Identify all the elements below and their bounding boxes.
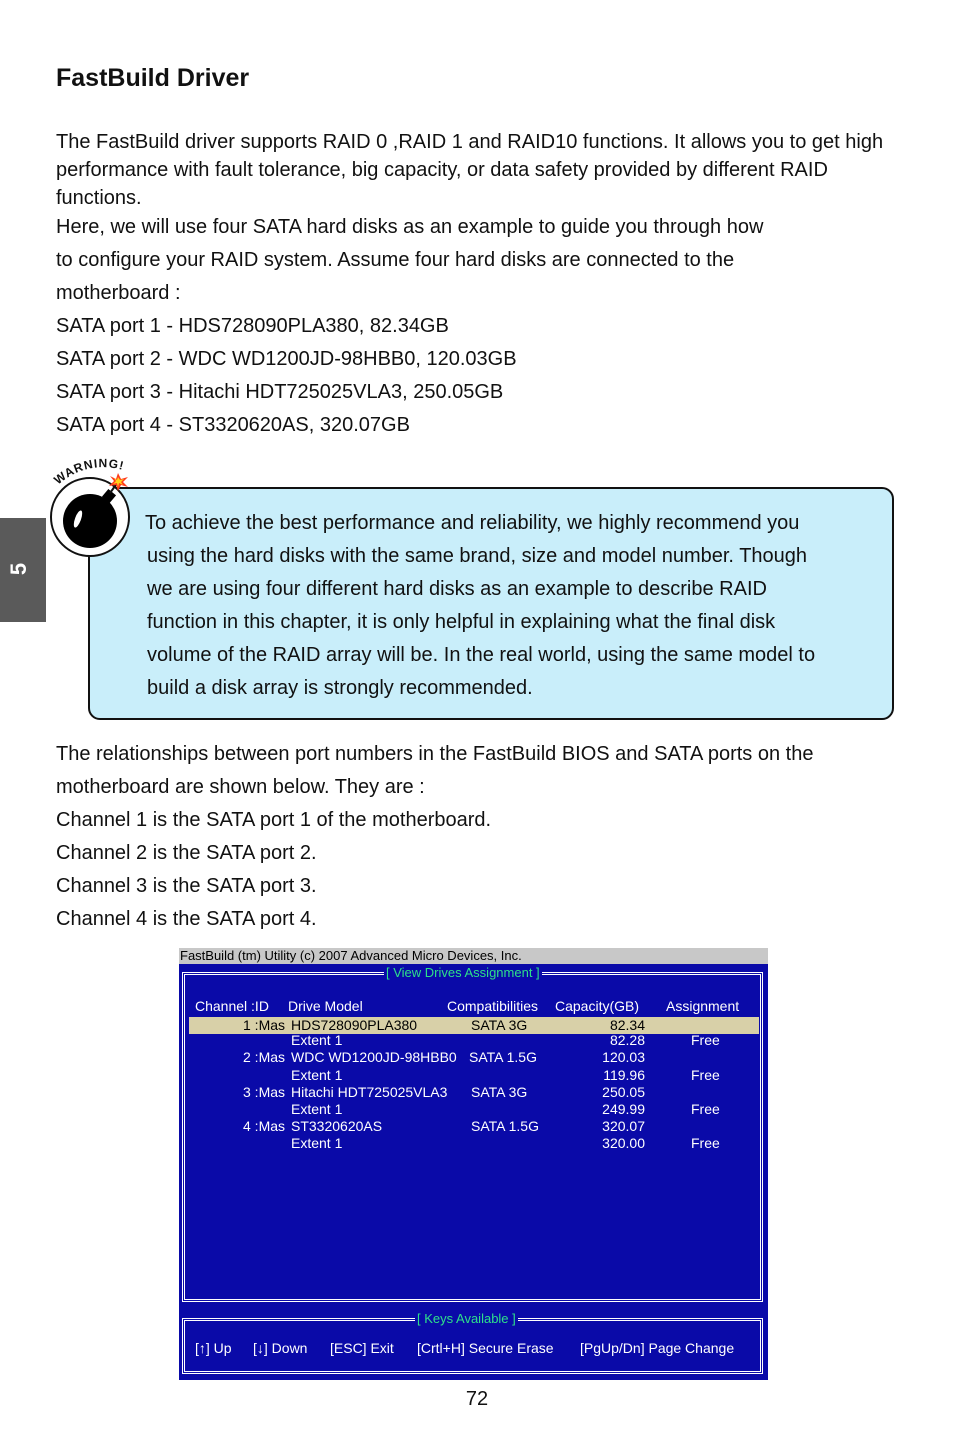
row-model[interactable]: ST3320620AS	[291, 1118, 383, 1134]
sata-port-4-line: SATA port 4 - ST3320620AS, 320.07GB	[56, 414, 410, 436]
bios-header: FastBuild (tm) Utility (c) 2007 Advanced Micro Devices, Inc.	[179, 948, 768, 964]
bios-screen	[179, 948, 768, 1380]
row-assignment[interactable]: Free	[691, 1032, 720, 1048]
row-id[interactable]: 3 :Mas	[243, 1084, 286, 1100]
channel-4-line: Channel 4 is the SATA port 4.	[56, 908, 317, 930]
channel-line: The relationships between port numbers in the FastBuild BIOS and SATA ports on the	[56, 743, 814, 765]
row-id[interactable]: 4 :Mas	[243, 1118, 286, 1134]
warning-line: using the hard disks with the same brand, size and model number. Though	[147, 545, 808, 567]
row-assignment[interactable]: Free	[691, 1135, 720, 1151]
warning-line: function in this chapter, it is only helpful in explaining what the final disk	[147, 611, 776, 633]
warning-line: we are using four different hard disks as an example to describe RAID	[147, 578, 767, 600]
key-up[interactable]: [↑] Up	[195, 1340, 232, 1356]
page-title: FastBuild Driver	[56, 64, 250, 92]
row-compat[interactable]: SATA 3G	[471, 1084, 528, 1100]
warning-line: volume of the RAID array will be. In the real world, using the same model to	[147, 644, 816, 666]
page-number: 72	[465, 1388, 489, 1410]
row-assignment[interactable]: Free	[691, 1101, 720, 1117]
row-model[interactable]: Extent 1	[291, 1101, 343, 1117]
key-page-change[interactable]: [PgUp/Dn] Page Change	[580, 1340, 735, 1356]
example-line: to configure your RAID system. Assume four hard disks are connected to the	[56, 249, 735, 271]
row-assignment[interactable]: Free	[691, 1067, 720, 1083]
example-line: Here, we will use four SATA hard disks as an example to guide you through how	[56, 216, 764, 238]
chapter-number: 5	[6, 562, 32, 576]
example-line: motherboard :	[56, 282, 181, 304]
row-capacity[interactable]: 249.99	[602, 1101, 645, 1117]
row-model[interactable]: Extent 1	[291, 1135, 343, 1151]
col-capacity: Capacity(GB)	[555, 998, 640, 1014]
warning-bomb-icon	[50, 455, 145, 560]
view-drives-title: [ View Drives Assignment ]	[386, 965, 540, 980]
key-exit[interactable]: [ESC] Exit	[330, 1340, 394, 1356]
key-secure-erase[interactable]: [Crtl+H] Secure Erase	[417, 1340, 554, 1356]
warning-line: build a disk array is strongly recommended.	[147, 677, 533, 699]
row-capacity[interactable]: 320.00	[602, 1135, 645, 1151]
channel-1-line: Channel 1 is the SATA port 1 of the motherboard.	[56, 809, 492, 831]
col-drive-model: Drive Model	[288, 998, 363, 1014]
sata-port-2-line: SATA port 2 - WDC WD1200JD-98HBB0, 120.03GB	[56, 348, 517, 370]
row-model[interactable]: Hitachi HDT725025VLA3	[291, 1084, 448, 1100]
row-capacity[interactable]: 82.28	[609, 1032, 645, 1048]
row-model[interactable]: Extent 1	[291, 1032, 343, 1048]
col-assignment: Assignment	[666, 998, 740, 1014]
row-model[interactable]: Extent 1	[291, 1067, 343, 1083]
intro-paragraph: The FastBuild driver supports RAID 0 ,RAID 1 and RAID10 functions. It allows you to get high performance with fault tolerance, big capacity, or data safety provided by different RAID functions.	[56, 131, 884, 209]
keys-title: [ Keys Available ]	[417, 1311, 516, 1326]
channel-2-line: Channel 2 is the SATA port 2.	[56, 842, 317, 864]
warning-badge-text: WARNING!	[51, 456, 126, 488]
row-capacity[interactable]: 120.03	[602, 1049, 645, 1065]
col-channel-id: Channel :ID	[195, 998, 269, 1014]
row-capacity[interactable]: 82.34	[609, 1017, 645, 1033]
row-compat[interactable]: SATA 1.5G	[471, 1118, 539, 1134]
row-capacity[interactable]: 119.96	[603, 1067, 645, 1083]
sata-port-1-line: SATA port 1 - HDS728090PLA380, 82.34GB	[56, 315, 449, 337]
row-capacity[interactable]: 320.07	[602, 1118, 645, 1134]
row-id[interactable]: 2 :Mas	[243, 1049, 286, 1065]
chapter-tab	[0, 518, 46, 622]
col-compat: Compatibilities	[447, 998, 539, 1014]
warning-line: To achieve the best performance and reliability, we highly recommend you	[145, 512, 800, 534]
row-model[interactable]: HDS728090PLA380	[291, 1017, 418, 1033]
row-capacity[interactable]: 250.05	[602, 1084, 645, 1100]
row-id[interactable]: 1 :Mas	[243, 1017, 286, 1033]
row-compat[interactable]: SATA 3G	[471, 1017, 528, 1033]
warning-text	[147, 507, 892, 705]
sata-port-3-line: SATA port 3 - Hitachi HDT725025VLA3, 250.05GB	[56, 381, 504, 403]
channel-3-line: Channel 3 is the SATA port 3.	[56, 875, 317, 897]
key-down[interactable]: [↓] Down	[253, 1340, 308, 1356]
channel-line: motherboard are shown below. They are :	[56, 776, 425, 798]
row-compat[interactable]: SATA 1.5G	[469, 1049, 537, 1065]
row-model[interactable]: WDC WD1200JD-98HBB0	[291, 1049, 457, 1065]
